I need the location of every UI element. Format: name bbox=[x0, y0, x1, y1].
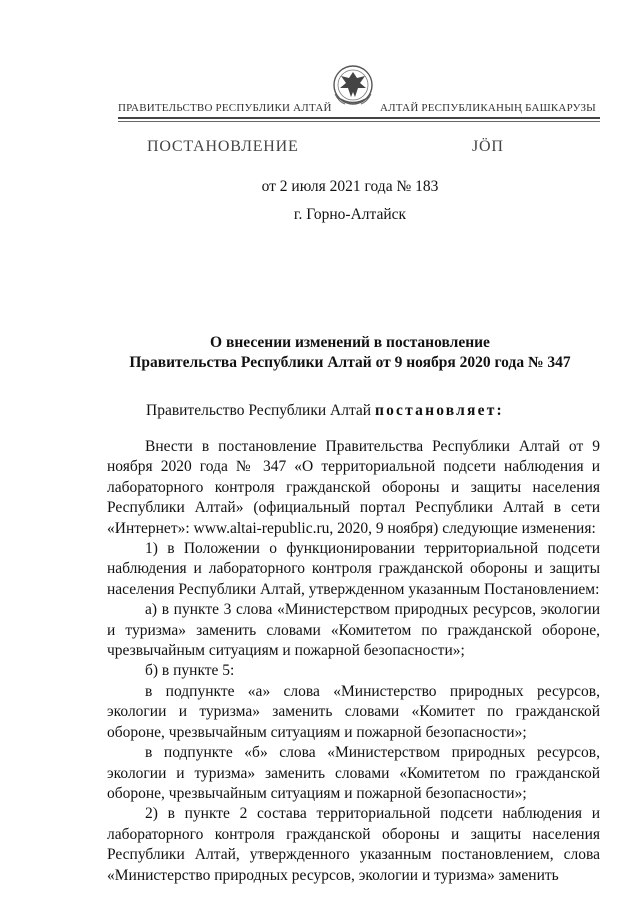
paragraph: а) в пункте 3 слова «Министерством природных ресурсов, экологии и туризма» заменить словами «Комитетом по гражданской обороне, чрезвычайным ситуациям и пожарной безопасности»; bbox=[107, 601, 600, 660]
header-ru-text: ПРАВИТЕЛЬСТВО РЕСПУБЛИКИ АЛТАЙ bbox=[118, 102, 332, 114]
header-alt-text: АЛТАЙ РЕСПУБЛИКАНЫҢ БАШКАРУЗЫ bbox=[380, 102, 596, 114]
paragraph: 1) в Положении о функционировании территориальной подсети наблюдения и лабораторного контроля гражданской обороны и защиты населения Республики Алтай, утвержденном указанным Постановлением: bbox=[107, 540, 600, 598]
doc-type-alt: JÖП bbox=[472, 138, 504, 155]
header-divider-thick bbox=[118, 117, 600, 119]
title-line-2: Правительства Республики Алтай от 9 ноября 2020 года № 347 bbox=[129, 354, 571, 371]
paragraph: в подпункте «а» слова «Министерство природных ресурсов, экологии и туризма» заменить словами «Комитет по гражданской обороне, чрезвычайным ситуациям и пожарной безопасности»; bbox=[107, 682, 600, 741]
paragraph: Внести в постановление Правительства Республики Алтай от 9 ноября 2020 года № 347 «О территориальной подсети наблюдения и лабораторного контроля гражданской обороны и защиты населения Республики Алтай» (официальный портал Республики Алтай в сети «Интернет»: www.altai-republic.ru, 2020, 9 ноября) следующие изменения: bbox=[107, 438, 600, 537]
document-body bbox=[107, 437, 600, 886]
preamble-lead: Правительство Республики Алтай bbox=[146, 402, 375, 419]
title-line-1: О внесении изменений в постановление bbox=[210, 334, 490, 351]
doc-type-ru: ПОСТАНОВЛЕНИЕ bbox=[147, 138, 299, 155]
paragraph: в подпункте «б» слова «Министерством природных ресурсов, экологии и туризма» заменить словами «Комитетом по гражданской обороне, чрезвычайным ситуациям и пожарной безопасности»; bbox=[107, 744, 600, 802]
preamble bbox=[146, 402, 504, 420]
date-number-line: от 2 июля 2021 года № 183 bbox=[261, 178, 439, 195]
city-line: г. Горно-Алтайск bbox=[293, 206, 407, 223]
paragraph: 2) в пункте 2 состава территориальной подсети наблюдения и лабораторного контроля гражданской обороны и защиты населения Республики Алтай, утвержденного указанным постановлением, слова «Министерство природных ресурсов, экологии и туризма» заменить bbox=[107, 805, 600, 884]
document-title bbox=[0, 333, 640, 373]
preamble-verb: постановляет: bbox=[374, 402, 504, 419]
paragraph: б) в пункте 5: bbox=[145, 662, 235, 680]
coat-of-arms-icon bbox=[331, 64, 375, 110]
header-divider-thin bbox=[118, 121, 600, 122]
